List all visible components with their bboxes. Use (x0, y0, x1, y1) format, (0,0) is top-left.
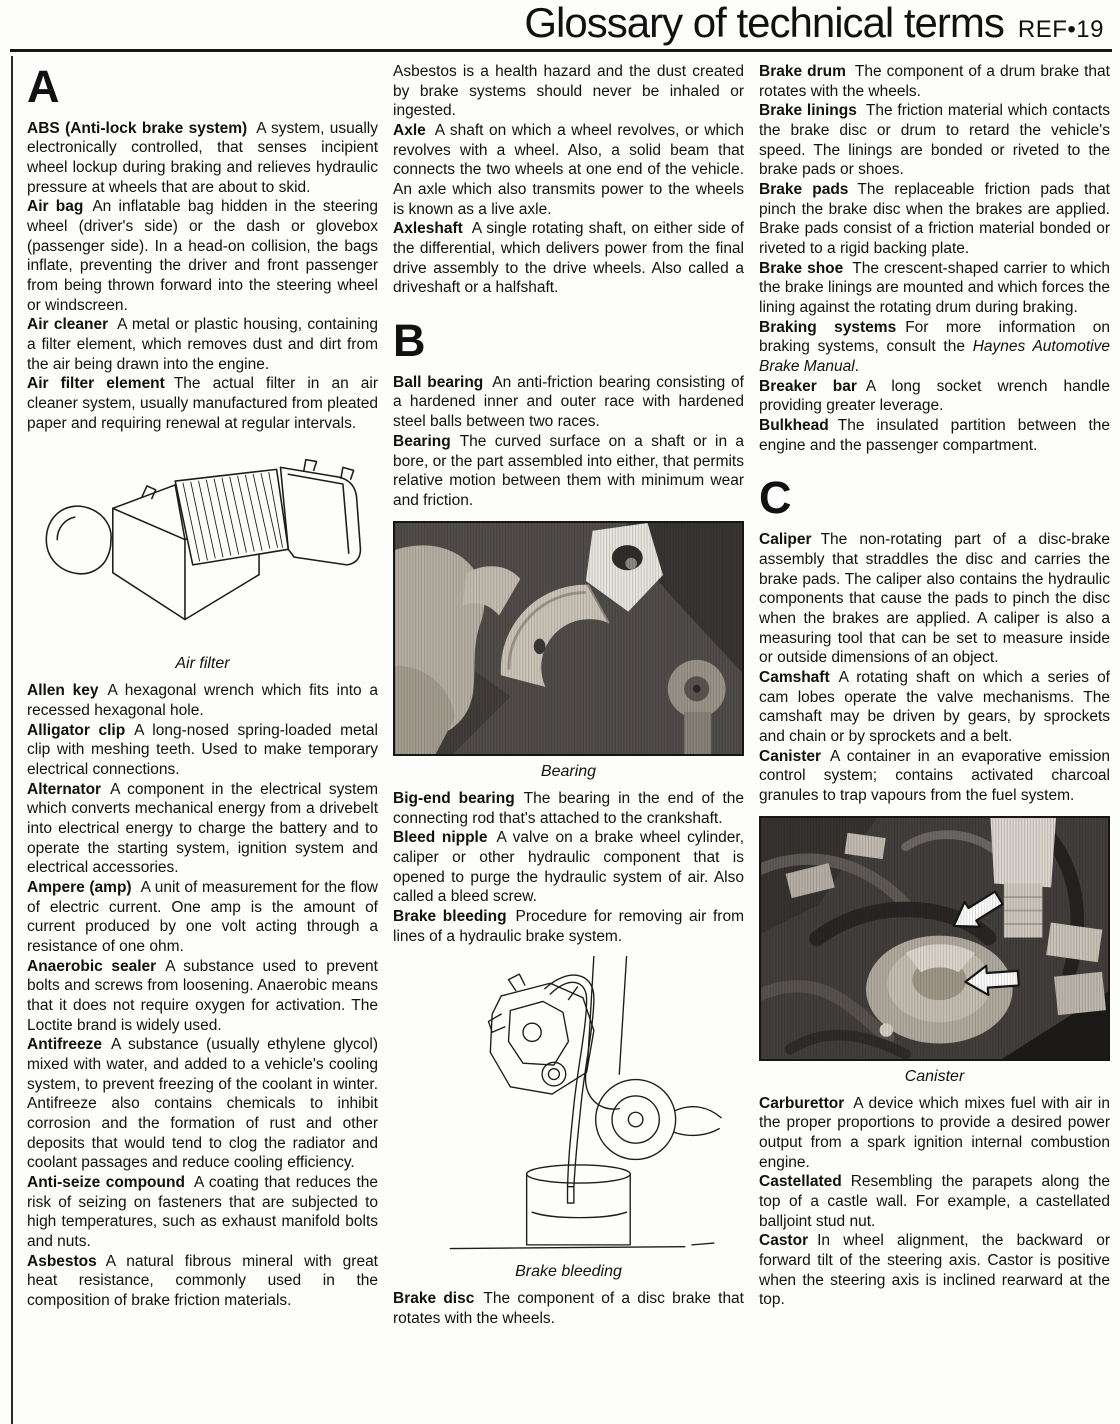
section-letter-a: A (27, 61, 60, 112)
glossary-entry: Carburettor A device which mixes fuel with air in the proper proportions to provide a desired power output from a spark ignition internal combustion engine. (759, 1094, 1110, 1171)
glossary-entry: Ampere (amp) A unit of measurement for the flow of electric current. One amp is the amount of current produced by one volt acting through a resistance of one ohm. (27, 878, 379, 955)
glossary-entry: Castellated Resembling the parapets along the top of a castle wall. For example, a castellated balljoint stud nut. (759, 1173, 1110, 1230)
glossary-term: Anaerobic sealer (27, 957, 157, 975)
glossary-entry: Asbestos A natural fibrous mineral with great heat resistance, commonly used in the composition of brake friction materials. (27, 1252, 378, 1310)
glossary-entry: Anaerobic sealer A substance used to prevent bolts and screws from loosening. Anaerobic means that it does not require oxygen for activation. The Loctite brand is widely used. (27, 957, 378, 1034)
glossary-entry: Anti-seize compound A coating that reduces the risk of seizing on fasteners that are subjected to high temperatures, such as exhaust manifold bolts and nuts. (27, 1174, 378, 1251)
section-letter-c: C (759, 472, 792, 524)
figure-caption-air-filter: Air filter (175, 655, 230, 673)
glossary-term: Anti-seize compound (27, 1174, 185, 1192)
glossary-term: ABS (Anti-lock brake system) (27, 119, 248, 137)
figure-canister (759, 816, 1110, 1086)
glossary-term: Camshaft (759, 668, 830, 686)
glossary-term: Bearing (393, 432, 451, 450)
glossary-entry: Axle A shaft on which a wheel revolves, or which revolves with a wheel. Also, a solid beam that connects the two wheels at one end of the vehicle. An axle which also transmits power to the wheels is known as a live axle. (393, 122, 744, 218)
glossary-entry: Canister A container in an evaporative emission control system; contains activated charcoal granules to trap vapours from the fuel system. (759, 747, 1110, 804)
glossary-term: Asbestos (27, 1252, 97, 1270)
glossary-column-2 (393, 62, 744, 1328)
glossary-term: Brake bleeding (393, 907, 507, 925)
glossary-entry: Alligator clip A long-nosed spring-loaded metal clip with meshing teeth. Used to make temporary electrical connections. (27, 721, 378, 778)
figure-brake-bleeding (393, 956, 744, 1281)
italic-reference: Haynes Automotive Brake Manual (759, 338, 1110, 376)
glossary-term: Caliper (759, 531, 812, 549)
glossary-entry: Brake pads The replaceable friction pads that pinch the brake disc when the brakes are applied. Brake pads consist of a friction material bonded or riveted to a rigid backing plate. (759, 181, 1110, 258)
glossary-term: Air cleaner (27, 316, 109, 334)
glossary-entry: Castor In wheel alignment, the backward or forward tilt of the steering axis. Castor is positive when the steering axis is inclined rearward at the top. (759, 1232, 1110, 1309)
glossary-term: Axle (393, 122, 426, 140)
glossary-entry: Alternator A component in the electrical system which converts mechanical energy from a drivebelt into electrical energy to charge the battery and to operate the starting system, ignition system and electrical accessories. (27, 780, 378, 877)
page-ref-number: REF•19 (1017, 16, 1104, 43)
glossary-term: Antifreeze (27, 1036, 102, 1054)
glossary-entry: Antifreeze A substance (usually ethylene glycol) mixed with water, and added to a vehicle's cooling system, to prevent freezing of the coolant in winter. Antifreeze also contains chemicals to inhibit corrosion and the formation of rust and other deposits that would tend to clog the radiator and coolant passages and reduce cooling efficiency. (27, 1036, 378, 1172)
glossary-entry: Ball bearing An anti-friction bearing consisting of a hardened inner and outer race with hardened steel balls between two races. (393, 373, 744, 431)
glossary-column-1 (27, 62, 378, 1328)
glossary-term: Carburettor (759, 1094, 845, 1112)
figure-caption-brake-bleeding: Brake bleeding (515, 1263, 622, 1280)
glossary-entry: Breaker bar A long socket wrench handle providing greater leverage. (759, 377, 1110, 415)
glossary-entry: Bleed nipple A valve on a brake wheel cylinder, caliper or other hydraulic component that is opened to purge the hydraulic system of air. Also called a bleed screw. (393, 829, 745, 906)
glossary-entry: Brake linings The friction material which contacts the brake disc or drum to retard the vehicle's speed. The linings are bonded or riveted to the brake pads or shoes. (759, 102, 1110, 179)
glossary-term: Bulkhead (759, 417, 829, 435)
glossary-entry: Caliper The non-rotating part of a disc-brake assembly that straddles the disc and carries the brake pads. The caliper also contains the hydraulic components that cause the pads to pinch the disc when the brakes are applied. A caliper is also a measuring tool that can be set to measure inside or outside dimensions of an object. (759, 531, 1110, 667)
glossary-entry: Brake shoe The crescent-shaped carrier to which the brake linings are mounted and which forces the lining against the rotating drum during braking. (759, 259, 1110, 317)
page-header (0, 0, 1120, 48)
glossary-term: Air filter element (27, 375, 165, 393)
brake-bleeding-image (414, 956, 723, 1256)
glossary-term: Alternator (27, 780, 102, 798)
glossary-columns (27, 62, 1110, 1328)
glossary-entry: Braking systems For more information on braking systems, consult the Haynes Automotive Brake Manual. (759, 318, 1111, 376)
glossary-entry: ABS (Anti-lock brake system) A system, usually electronically controlled, that senses incipient wheel lockup during braking and relieves hydraulic pressure at wheels that are about to skid. (27, 119, 379, 196)
air-filter-image (27, 444, 378, 649)
glossary-term: Big-end bearing (393, 789, 515, 807)
glossary-term: Axleshaft (393, 220, 463, 238)
glossary-term: Brake disc (393, 1290, 475, 1307)
glossary-entry: Bearing The curved surface on a shaft or in a bore, or the part assembled into either, that permits relative motion between them with minimum wear and friction. (393, 432, 744, 509)
section-letter-b: B (393, 315, 426, 367)
figure-caption-canister: Canister (904, 1067, 965, 1085)
glossary-entry-continuation: Asbestos is a health hazard and the dust created by brake systems should never be inhaled or ingested. (393, 63, 744, 120)
page-title: Glossary of technical terms (524, 0, 1004, 46)
bearing-image (393, 521, 744, 756)
glossary-entry: Camshaft A rotating shaft on which a series of cam lobes operate the valve mechanisms. The camshaft may be driven by gears, by sprockets and chain or by sprockets and a belt. (759, 668, 1110, 745)
glossary-term: Brake linings (759, 102, 857, 120)
glossary-term: Brake pads (759, 181, 849, 199)
glossary-term: Castellated (759, 1173, 842, 1191)
header-rule (10, 49, 1112, 52)
glossary-entry: Brake disc The component of a disc brake that rotates with the wheels. (393, 1290, 744, 1327)
glossary-entry: Air cleaner A metal or plastic housing, containing a filter element, which removes dust and dirt from the air being drawn into the engine. (27, 316, 378, 373)
glossary-term: Allen key (27, 682, 99, 700)
figure-caption-bearing: Bearing (540, 762, 597, 780)
glossary-entry: Big-end bearing The bearing in the end of the connecting rod that's attached to the crankshaft. (393, 789, 744, 827)
glossary-entry: Bulkhead The insulated partition between the engine and the passenger compartment. (759, 417, 1110, 454)
glossary-term: Braking systems (759, 318, 897, 336)
canister-image (759, 816, 1110, 1061)
glossary-term: Canister (759, 747, 822, 765)
glossary-term: Ampere (amp) (27, 878, 132, 896)
glossary-term: Brake shoe (759, 259, 844, 277)
figure-bearing (393, 521, 744, 781)
glossary-entry: Air filter element The actual filter in an air cleaner system, usually manufactured from pleated paper and requiring renewal at regular intervals. (27, 375, 379, 432)
glossary-entry: Allen key A hexagonal wrench which fits into a recessed hexagonal hole. (27, 682, 378, 719)
glossary-entry: Brake bleeding Procedure for removing air from lines of a hydraulic brake system. (393, 907, 744, 945)
glossary-term: Brake drum (759, 63, 846, 80)
left-margin-rule (11, 56, 13, 1424)
glossary-column-3 (759, 62, 1110, 1328)
glossary-term: Breaker bar (759, 377, 857, 395)
figure-air-filter (27, 444, 378, 674)
glossary-entry: Axleshaft A single rotating shaft, on either side of the differential, which delivers power from the final drive assembly to the drive wheels. Also called a driveshaft or a halfshaft. (393, 220, 744, 297)
glossary-entry: Brake drum The component of a drum brake that rotates with the wheels. (759, 63, 1110, 100)
glossary-term: Castor (759, 1232, 809, 1250)
glossary-term: Alligator clip (27, 721, 126, 739)
glossary-term: Bleed nipple (393, 829, 488, 847)
glossary-term: Air bag (27, 198, 84, 216)
glossary-entry: Air bag An inflatable bag hidden in the steering wheel (driver's side) or the dash or glovebox (passenger side). In a head-on collision, the bags inflate, preventing the driver and front passenger from being thrown forward into the steering wheel or windscreen. (27, 198, 378, 314)
glossary-term: Ball bearing (393, 373, 484, 391)
